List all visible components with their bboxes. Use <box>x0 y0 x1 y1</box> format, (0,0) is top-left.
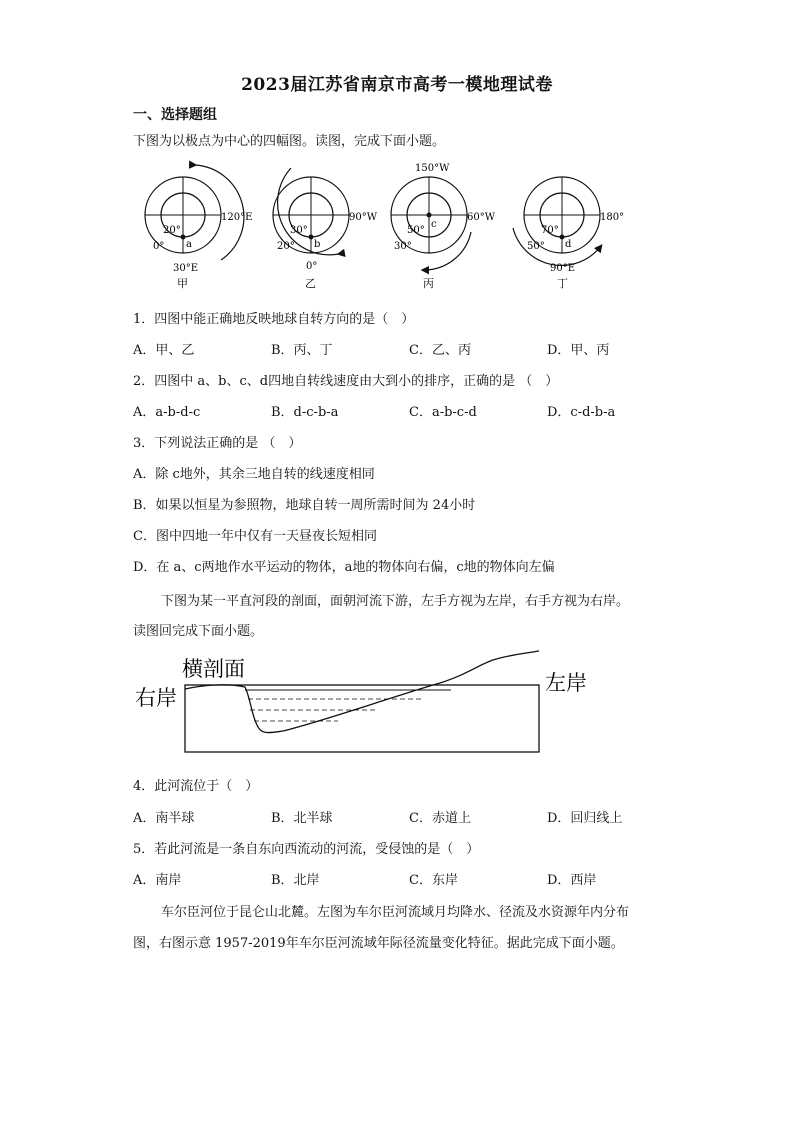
intro-text-1: 下图为以极点为中心的四幅图。读图，完成下面小题。 <box>133 134 446 149</box>
q5-option-c[interactable]: C．东岸 <box>409 873 458 888</box>
q1-option-c[interactable]: C．乙、丙 <box>409 343 471 358</box>
diagram-bing <box>391 163 496 290</box>
q4-option-c[interactable]: C．赤道上 <box>409 811 471 826</box>
yi-lon-bottom: 0° <box>306 261 318 272</box>
diagram-jia <box>145 165 252 290</box>
ding-lon-left: 50° <box>527 241 545 252</box>
intro-text-3a: 车尔臣河位于昆仑山北麓。左图为车尔臣河流域月均降水、径流及水资源年内分布 <box>161 905 630 920</box>
q3-stem: 3．下列说法正确的是 （ ） <box>133 436 302 451</box>
q1-stem: 1．四图中能正确地反映地球自转方向的是（ ） <box>133 312 415 327</box>
intro-text-2a: 下图为某一平直河段的剖面，面朝河流下游，左手方视为左岸，右手方视为右岸。 <box>161 594 630 609</box>
left-bank-label: 左岸 <box>545 671 587 695</box>
bing-point: c <box>431 219 437 230</box>
yi-lon-left: 20° <box>277 241 295 252</box>
ding-lon-bottom: 90°E <box>550 263 576 274</box>
jia-lon-right: 120°E <box>221 212 253 223</box>
q2-option-a[interactable]: A．a-b-d-c <box>133 405 201 420</box>
q4-option-b[interactable]: B．北半球 <box>271 811 333 826</box>
page-title: 2023届江苏省南京市高考一模地理试卷 <box>241 75 553 95</box>
cross-section-heading: 横剖面 <box>182 657 245 681</box>
q2-option-b[interactable]: B．d-c-b-a <box>271 405 339 420</box>
jia-lon-bottom: 30°E <box>173 263 199 274</box>
yi-inner-lat: 30° <box>290 225 308 236</box>
right-bank-label: 右岸 <box>135 686 177 710</box>
section-heading: 一、选择题组 <box>133 107 217 123</box>
q5-option-b[interactable]: B．北岸 <box>271 873 320 888</box>
jia-point: a <box>186 239 192 250</box>
yi-lon-right: 90°W <box>349 212 378 223</box>
ding-label: 丁 <box>557 277 568 290</box>
jia-lon-left: 0° <box>153 241 165 252</box>
ding-point: d <box>565 239 572 250</box>
q2-option-c[interactable]: C．a-b-c-d <box>409 405 477 420</box>
intro-text-3b: 图，右图示意 1957-2019年车尔臣河流域年际径流量变化特征。据此完成下面小题。 <box>133 936 624 951</box>
jia-label: 甲 <box>177 277 188 290</box>
ding-lon-right: 180° <box>600 212 625 223</box>
q1-option-d[interactable]: D．甲、丙 <box>547 343 610 358</box>
yi-label: 乙 <box>305 277 316 290</box>
q5-option-d[interactable]: D．西岸 <box>547 873 597 888</box>
q2-option-d[interactable]: D．c-d-b-a <box>547 405 616 420</box>
q4-option-a[interactable]: A．南半球 <box>133 811 195 826</box>
diagram-ding <box>513 177 624 290</box>
section-frame <box>185 685 539 752</box>
q2-stem: 2．四图中 a、b、c、d四地自转线速度由大到小的排序，正确的是 （ ） <box>133 374 559 389</box>
diagram-yi <box>273 168 378 290</box>
q5-option-a[interactable]: A．南岸 <box>133 873 182 888</box>
polar-diagrams-figure <box>133 160 663 295</box>
q5-stem: 5．若此河流是一条自东向西流动的河流，受侵蚀的是（ ） <box>133 842 480 857</box>
q3-option-c[interactable]: C．图中四地一年中仅有一天昼夜长短相同 <box>133 529 377 544</box>
yi-point: b <box>314 239 321 250</box>
q4-option-d[interactable]: D．回归线上 <box>547 811 623 826</box>
q3-option-a[interactable]: A．除 c地外，其余三地自转的线速度相同 <box>133 467 375 482</box>
bing-label: 丙 <box>423 277 434 290</box>
bing-lon-right: 60°W <box>467 212 496 223</box>
bing-lon-top: 150°W <box>415 163 450 174</box>
ding-inner-lat: 70° <box>541 225 559 236</box>
intro-text-2b: 读图回完成下面小题。 <box>133 624 264 639</box>
q3-option-d[interactable]: D．在 a、c两地作水平运动的物体，a地的物体向右偏，c地的物体向左偏 <box>133 560 555 575</box>
bing-inner-lat: 50° <box>407 225 425 236</box>
jia-inner-lat: 20° <box>163 225 181 236</box>
river-cross-section-figure <box>133 645 603 760</box>
q1-option-b[interactable]: B．丙、丁 <box>271 343 333 358</box>
q1-option-a[interactable]: A．甲、乙 <box>133 343 195 358</box>
q3-option-b[interactable]: B．如果以恒星为参照物，地球自转一周所需时间为 24小时 <box>133 498 476 513</box>
q4-stem: 4．此河流位于（ ） <box>133 779 259 794</box>
bing-lon-left: 30° <box>394 241 412 252</box>
